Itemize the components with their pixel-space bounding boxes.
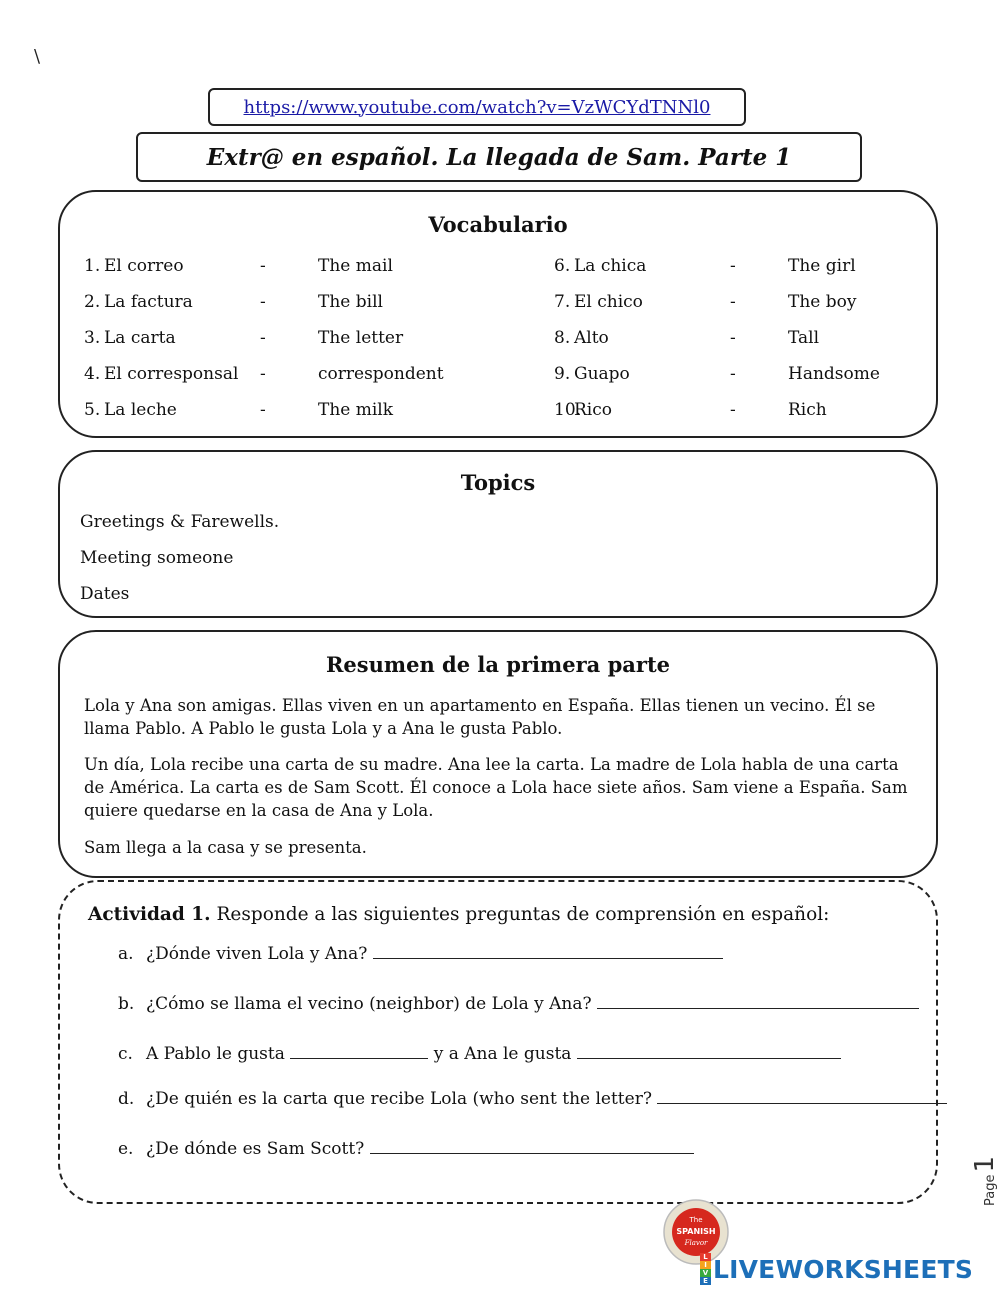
question-label: e.: [118, 1139, 134, 1159]
page-number: [946, 1146, 998, 1206]
answer-blank[interactable]: [597, 994, 919, 1009]
brand-name: LIVEWORKSHEETS: [713, 1254, 974, 1284]
vocab-spanish: La carta: [104, 328, 176, 348]
vocab-num: 2.: [84, 292, 101, 312]
seal-text-1: The: [689, 1216, 703, 1224]
question-c: [118, 1044, 841, 1064]
vocab-dash: -: [730, 328, 736, 348]
activity-instructions: Responde a las siguientes preguntas de comprensión en español:: [210, 904, 830, 925]
answer-blank[interactable]: [577, 1044, 841, 1059]
vocab-dash: -: [260, 364, 266, 384]
question-a: [118, 944, 723, 964]
vocab-spanish: El correo: [104, 256, 184, 276]
vocab-spanish: Rico: [574, 400, 612, 420]
vocab-dash: -: [730, 256, 736, 276]
question-text-2: y a Ana le gusta: [433, 1044, 572, 1064]
topic-item: Dates: [80, 584, 130, 604]
vocab-english: The mail: [318, 256, 393, 276]
vocab-spanish: La factura: [104, 292, 193, 312]
summary-paragraph: Sam llega a la casa y se presenta.: [84, 838, 367, 857]
vocab-dash: -: [730, 292, 736, 312]
question-label: b.: [118, 994, 135, 1014]
page-label: Page: [983, 1174, 998, 1206]
summary-paragraph: Un día, Lola recibe una carta de su madre. Ana lee la carta. La madre de Lola habla de una carta de América. La carta es de Sam Scott. Él conoce a Lola hace siete años. Sam viene a España. Sam quiere quedarse en la casa de Ana y Lola.: [84, 755, 908, 820]
vocab-english: The milk: [318, 400, 394, 420]
topics-panel: [58, 450, 938, 618]
answer-blank[interactable]: [657, 1089, 947, 1104]
question-text: ¿Cómo se llama el vecino (neighbor) de Lola y Ana?: [146, 994, 592, 1014]
vocab-dash: -: [260, 256, 266, 276]
summary-heading: Resumen de la primera parte: [325, 652, 671, 677]
question-text: ¿De quién es la carta que recibe Lola (who sent the letter?: [146, 1089, 652, 1109]
vocab-english: The bill: [318, 292, 383, 312]
activity-title: [88, 904, 829, 925]
vocab-english: Tall: [788, 328, 820, 348]
vocab-dash: -: [260, 292, 266, 312]
answer-blank[interactable]: [370, 1139, 694, 1154]
vocab-dash: -: [730, 400, 736, 420]
question-text: A Pablo le gusta: [146, 1044, 285, 1064]
vocab-num: 3.: [84, 328, 101, 348]
vocab-spanish: Alto: [574, 328, 609, 348]
answer-blank[interactable]: [373, 944, 723, 959]
vocab-spanish: La chica: [574, 256, 647, 276]
vocab-num: 7.: [554, 292, 571, 312]
vocab-english: correspondent: [318, 364, 444, 384]
vocab-spanish: Guapo: [574, 364, 630, 384]
page-number-value: 1: [970, 1155, 1000, 1173]
topic-item: Meeting someone: [80, 548, 234, 568]
video-link[interactable]: https://www.youtube.com/watch?v=VzWCYdTNNl0: [243, 96, 711, 118]
question-d: [118, 1089, 947, 1109]
activity-panel: [58, 880, 938, 1204]
vocab-num: 6.: [554, 256, 571, 276]
vocab-english: The girl: [788, 256, 856, 276]
vocab-dash: -: [260, 328, 266, 348]
question-b: [118, 994, 919, 1014]
seal-text-3: Flavor: [684, 1239, 708, 1247]
vocab-num: 8.: [554, 328, 571, 348]
vocab-num: 5.: [84, 400, 101, 420]
vocab-num: 9.: [554, 364, 571, 384]
liveworksheets-brand: [700, 1252, 996, 1286]
vocab-english: The boy: [788, 292, 857, 312]
vocab-spanish: El chico: [574, 292, 643, 312]
question-e: [118, 1139, 694, 1159]
seal-text-2: SPANISH: [676, 1227, 716, 1236]
question-label: a.: [118, 944, 134, 964]
vocab-num: 1.: [84, 256, 101, 276]
vocab-num: 4.: [84, 364, 101, 384]
vocab-spanish: La leche: [104, 400, 177, 420]
live-letter: I: [700, 1261, 711, 1269]
live-letter: L: [700, 1253, 711, 1261]
vocab-english: Rich: [788, 400, 827, 420]
vocab-english: Handsome: [788, 364, 880, 384]
worksheet-title: Extr@ en español. La llegada de Sam. Parte 1: [136, 132, 862, 182]
question-label: d.: [118, 1089, 135, 1109]
topic-item: Greetings & Farewells.: [80, 512, 280, 532]
summary-panel: [58, 630, 938, 878]
question-text: ¿De dónde es Sam Scott?: [146, 1139, 365, 1159]
vocabulary-heading: Vocabulario: [428, 212, 568, 237]
summary-paragraph: Lola y Ana son amigas. Ellas viven en un apartamento en España. Ellas tienen un vecino. Él se llama Pablo. A Pablo le gusta Lola y a Ana le gusta Pablo.: [84, 696, 876, 738]
question-text: ¿Dónde viven Lola y Ana?: [146, 944, 368, 964]
answer-blank[interactable]: [290, 1044, 428, 1059]
live-badge-icon: [700, 1253, 711, 1285]
vocabulary-panel: [58, 190, 938, 438]
vocab-english: The letter: [318, 328, 404, 348]
vocab-num: 10.: [554, 400, 582, 420]
vocab-dash: -: [260, 400, 266, 420]
stray-backslash: \: [34, 46, 41, 67]
live-letter: V: [700, 1269, 711, 1277]
activity-title-bold: Actividad 1.: [88, 904, 211, 925]
vocab-spanish: El corresponsal: [104, 364, 239, 384]
video-link-box: [208, 88, 746, 126]
topics-heading: Topics: [460, 470, 536, 495]
vocab-dash: -: [730, 364, 736, 384]
question-label: c.: [118, 1044, 133, 1064]
live-letter: E: [700, 1277, 711, 1285]
